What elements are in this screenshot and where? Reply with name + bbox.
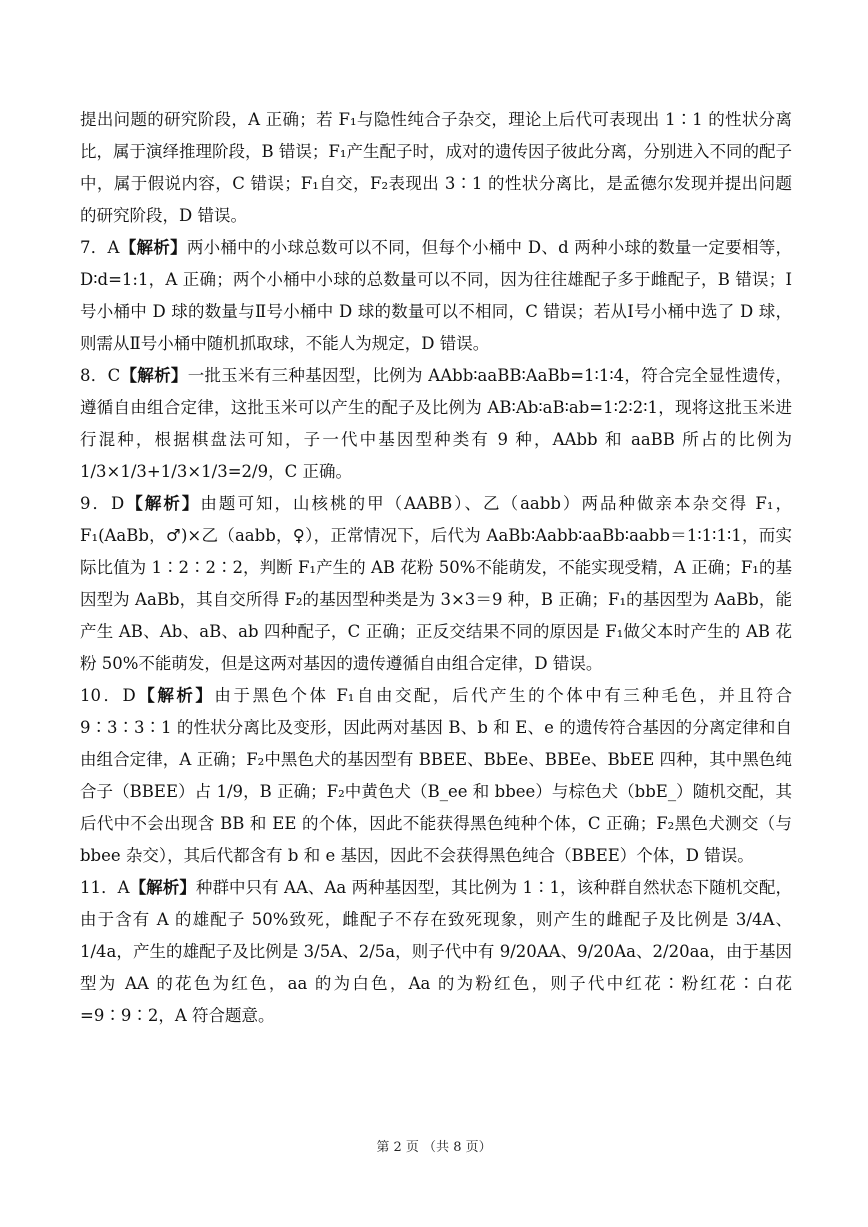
analysis-tag: 【解析】 bbox=[135, 686, 215, 705]
answer-paragraph-10 bbox=[80, 680, 792, 872]
analysis-tag: 【解析】 bbox=[124, 494, 201, 513]
question-number: 11．A bbox=[80, 878, 130, 897]
question-number: 7．A bbox=[80, 238, 120, 257]
analysis-tag: 【解析】 bbox=[129, 878, 196, 897]
question-number: 9．D bbox=[80, 494, 125, 513]
page-footer bbox=[0, 1136, 868, 1155]
analysis-tag: 【解析】 bbox=[120, 366, 188, 385]
paragraph-text: 种群中只有 AA、Aa 两种基因型，其比例为 1∶1，该种群自然状态下随机交配，由于含有 A 的雄配子 50%致死，雌配子不存在致死现象，则产生的雌配子及比例是 3/4A、1/4a，产生的雄配子及比例是 3/5A、2/5a，则子代中有 9/20AA、9/20Aa、2/20aa，由于基因型为 AA 的花色为红色，aa 的为白色，Aa 的为粉红色，则子代中红花∶粉红花∶白花=9∶9∶2，A 符合题意。 bbox=[80, 878, 792, 1025]
answer-paragraph-9 bbox=[80, 488, 792, 680]
question-number: 8．C bbox=[80, 366, 121, 385]
document-body bbox=[80, 104, 792, 1032]
question-number: 10．D bbox=[80, 686, 136, 705]
answer-paragraph-6-continued bbox=[80, 104, 792, 232]
answer-paragraph-8 bbox=[80, 360, 792, 488]
paragraph-text: 由题可知，山核桃的甲（AABB）、乙（aabb）两品种做亲本杂交得 F₁，F₁(AaBb，♂)×乙（aabb，♀），正常情况下，后代为 AaBb∶Aabb∶aaBb∶aabb＝1∶1∶1∶1，而实际比值为 1∶2∶2∶2，判断 F₁产生的 AB 花粉 50%不能萌发，不能实现受精，A 正确；F₁的基因型为 AaBb，其自交所得 F₂的基因型种类是为 3×3＝9 种，B 正确；F₁的基因型为 AaBb，能产生 AB、Ab、aB、ab 四种配子，C 正确；正反交结果不同的原因是 F₁做父本时产生的 AB 花粉 50%不能萌发，但是这两对基因的遗传遵循自由组合定律，D 错误。 bbox=[80, 494, 792, 673]
paragraph-text: 一批玉米有三种基因型，比例为 AAbb∶aaBB∶AaBb=1∶1∶4，符合完全显性遗传，遵循自由组合定律，这批玉米可以产生的配子及比例为 AB∶Ab∶aB∶ab=1∶2∶2∶1，现将这批玉米进行混种，根据棋盘法可知，子一代中基因型种类有 9 种，AAbb 和 aaBB 所占的比例为 1/3×1/3+1/3×1/3=2/9，C 正确。 bbox=[80, 366, 793, 481]
paragraph-text: 两小桶中的小球总数可以不同，但每个小桶中 D、d 两种小球的数量一定要相等，D∶d=1:1，A 正确；两个小桶中小球的总数量可以不同，因为往往雄配子多于雌配子，B 错误；Ⅰ号小桶中 D 球的数量与Ⅱ号小桶中 D 球的数量可以不相同，C 错误；若从Ⅰ号小桶中选了 D 球，则需从Ⅱ号小桶中随机抓取球，不能人为规定，D 错误。 bbox=[80, 238, 793, 353]
analysis-tag: 【解析】 bbox=[119, 238, 187, 257]
paragraph-text: 提出问题的研究阶段，A 正确；若 F₁与隐性纯合子杂交，理论上后代可表现出 1∶1 的性状分离比，属于演绎推理阶段，B 错误；F₁产生配子时，成对的遗传因子彼此分离，分别进入不同的配子中，属于假说内容，C 错误；F₁自交，F₂表现出 3∶1 的性状分离比，是孟德尔发现并提出问题的研究阶段，D 错误。 bbox=[80, 110, 792, 225]
answer-paragraph-11 bbox=[80, 872, 792, 1032]
answer-paragraph-7 bbox=[80, 232, 792, 360]
paragraph-text: 由于黑色个体 F₁自由交配，后代产生的个体中有三种毛色，并且符合 9∶3∶3∶1 的性状分离比及变形，因此两对基因 B、b 和 E、e 的遗传符合基因的分离定律和自由组合定律，A 正确；F₂中黑色犬的基因型有 BBEE、BbEe、BBEe、BbEE 四种，其中黑色纯合子（BBEE）占 1/9，B 正确；F₂中黄色犬（B_ee 和 bbee）与棕色犬（bbE_）随机交配，其后代中不会出现含 BB 和 EE 的个体，因此不能获得黑色纯种个体，C 正确；F₂黑色犬测交（与 bbee 杂交），其后代都含有 b 和 e 基因，因此不会获得黑色纯合（BBEE）个体，D 错误。 bbox=[80, 686, 793, 865]
page-number: 第 2 页 （共 8 页） bbox=[376, 1140, 492, 1155]
